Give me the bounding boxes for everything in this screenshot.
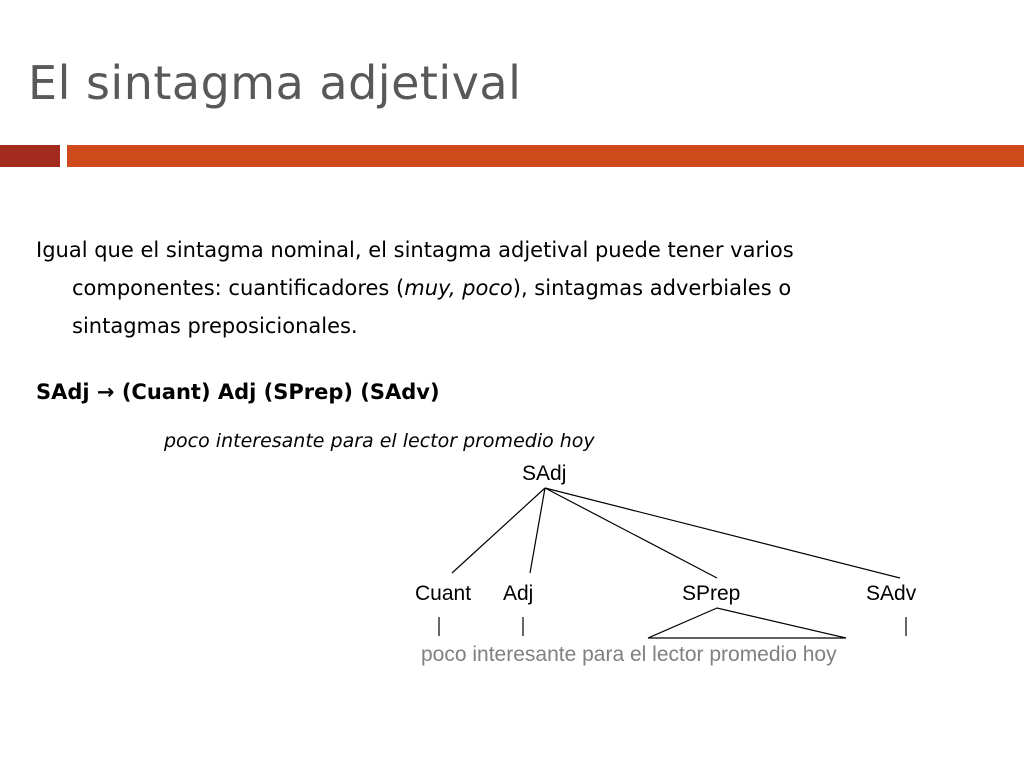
node-sprep: SPrep — [682, 582, 741, 605]
body-line-2-italic: muy, poco — [404, 276, 513, 300]
slide-title: El sintagma adjetival — [28, 56, 522, 110]
branch-sadj-cuant — [452, 488, 545, 573]
example-phrase: poco interesante para el lector promedio hoy — [164, 430, 595, 452]
body-line-1: Igual que el sintagma nominal, el sintagma adjetival puede tener varios — [36, 238, 794, 262]
tree-terminal-phrase: poco interesante para el lector promedio hoy — [421, 643, 837, 666]
body-line-3: sintagmas preposicionales. — [72, 314, 358, 338]
node-sadv: SAdv — [866, 582, 917, 605]
body-line-2-suffix: ), sintagmas adverbiales o — [512, 276, 792, 300]
body-line-2-prefix: componentes: cuantificadores ( — [72, 276, 405, 300]
branch-sadj-sprep — [545, 488, 717, 578]
branch-sadj-adj — [530, 488, 545, 573]
branch-sadj-sadv — [545, 488, 900, 578]
phrase-structure-rule: SAdj → (Cuant) Adj (SPrep) (SAdv) — [36, 380, 440, 404]
triangle-sprep — [648, 608, 846, 638]
node-sadj: SAdj — [522, 462, 567, 485]
node-adj: Adj — [503, 582, 534, 605]
node-cuant: Cuant — [415, 582, 472, 605]
